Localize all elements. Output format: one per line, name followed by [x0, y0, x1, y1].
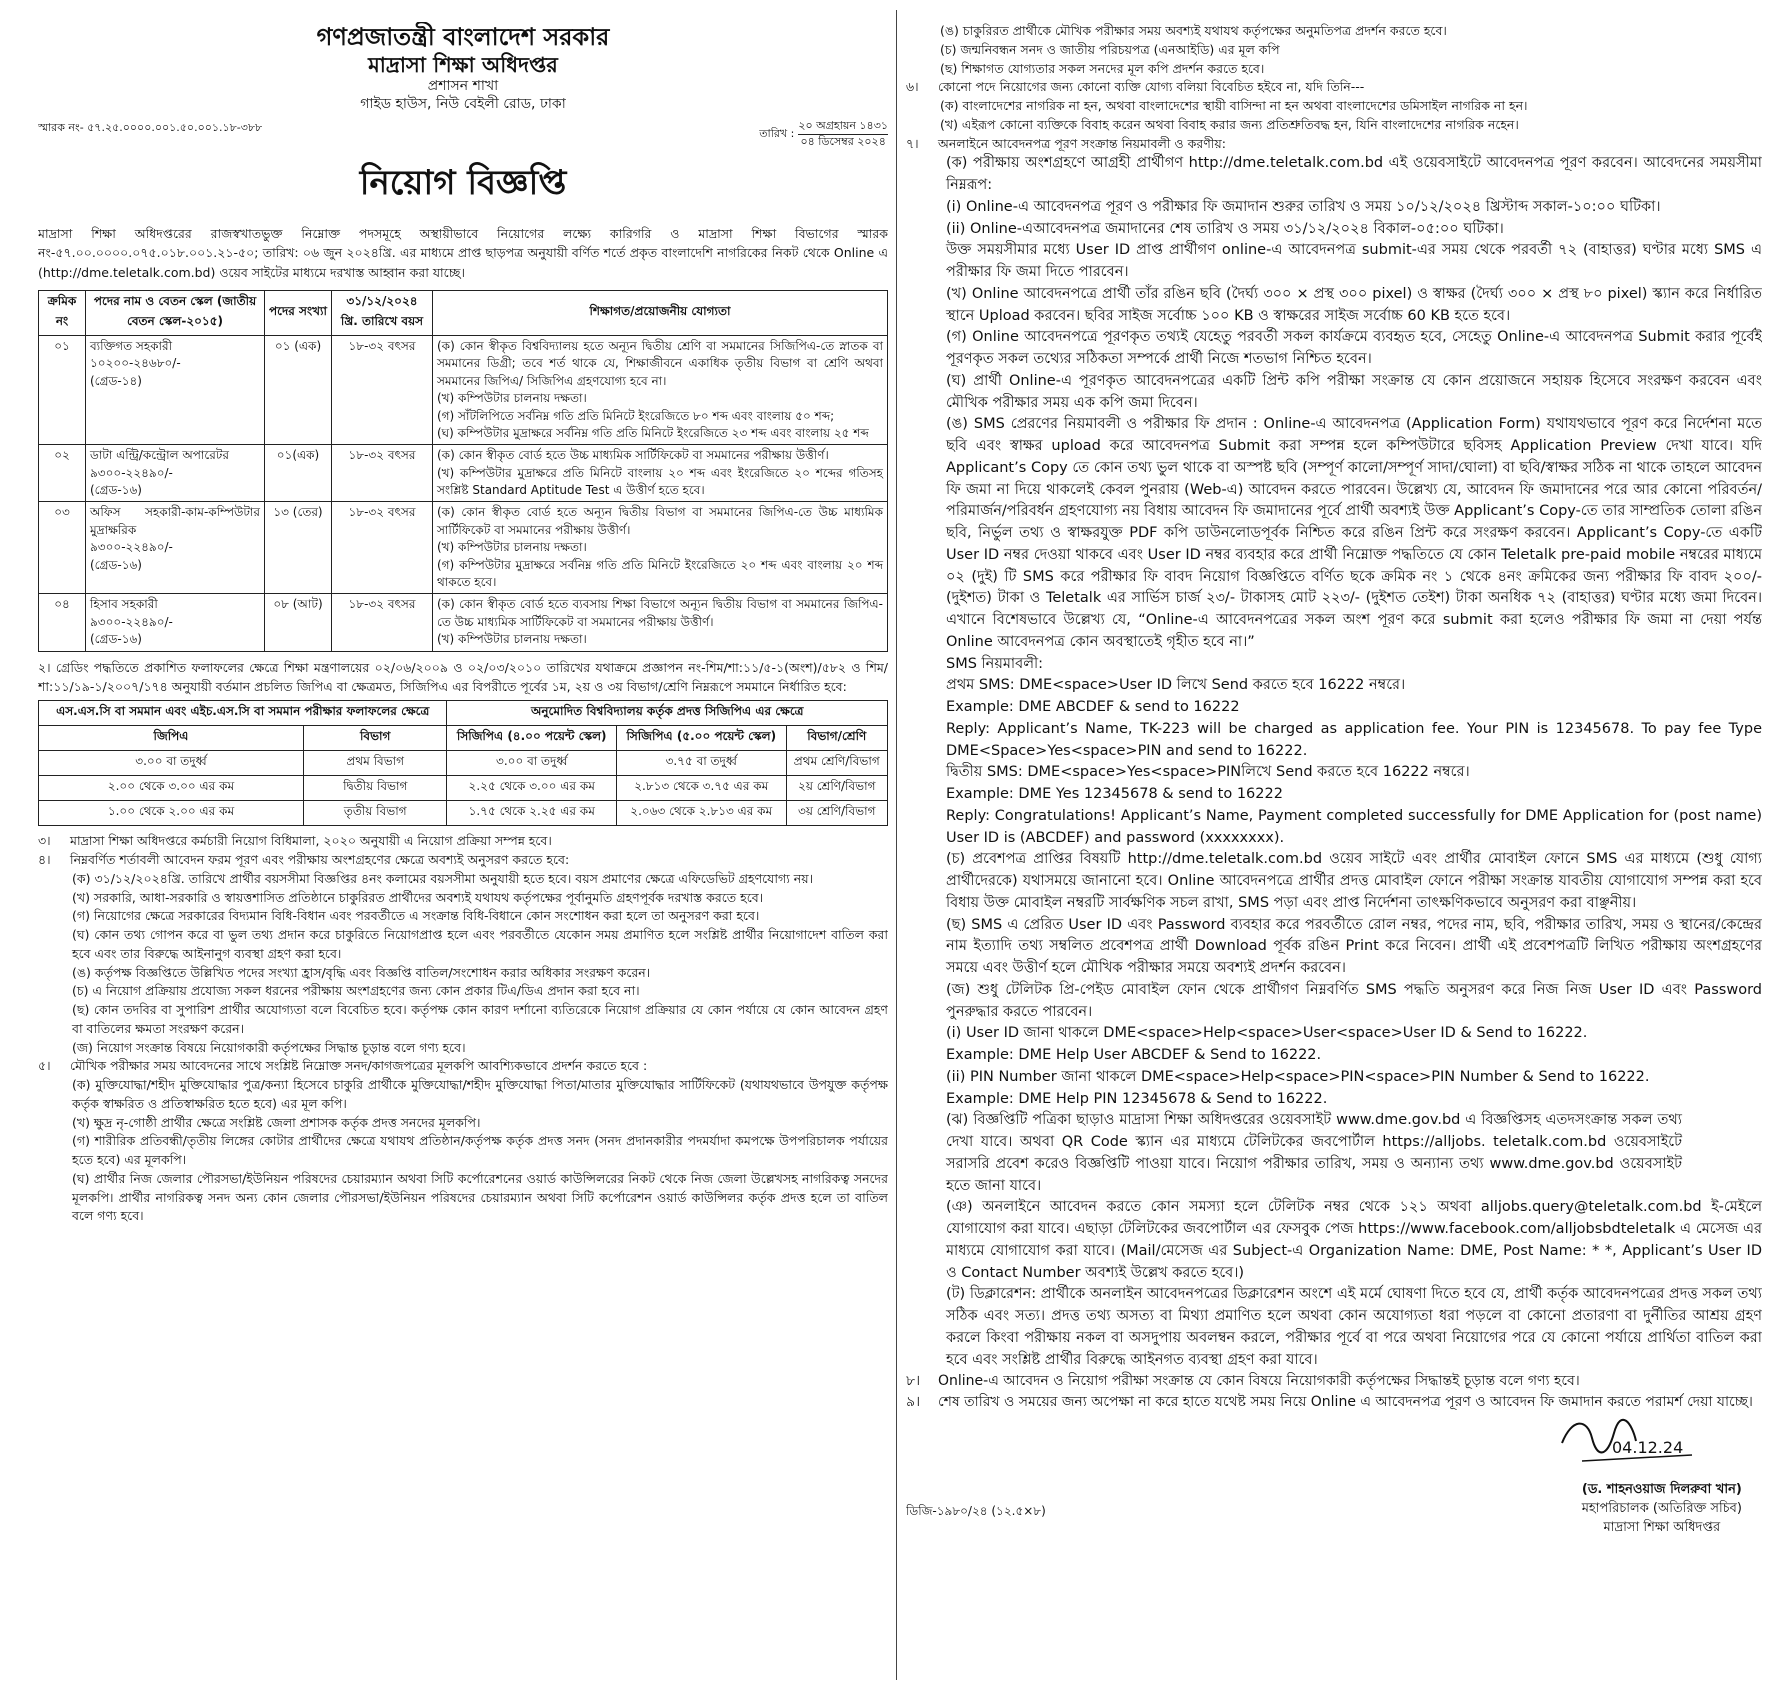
left-points	[38, 832, 888, 1226]
memo-line	[38, 119, 888, 149]
list-item: (i) Online-এ আবেদনপত্র পূরণ ও পরীক্ষার ফি জমাদান শুরুর তারিখ ও সময় ১০/১২/২০২৪ খ্রিস্টাব্দ সকাল-১০:০০ ঘটিকা।	[946, 198, 1661, 215]
point-text: Online-এ আবেদন ও নিয়োগ পরীক্ষা সংক্রান্ত যে কোন বিষয়ে নিয়োগকারী কর্তৃপক্ষের সিদ্ধান্তই চূড়ান্ত বলে গণ্য হবে।	[938, 1373, 1580, 1390]
cell-qualification	[433, 445, 888, 502]
grade-group-ssc: এস.এস.সি বা সমমান এবং এইচ.এস.সি বা সমমান পরীক্ষার ফলাফলের ক্ষেত্রে	[39, 701, 447, 726]
grade-cell: ৩.০০ বা তদুর্ধ্ব	[39, 751, 304, 776]
grade-cell: ২.০৬৩ থেকে ২.৮১৩ এর কম	[616, 801, 786, 826]
list-item: (ক) ৩১/১২/২০২৪খ্রি. তারিখে প্রার্থীর বয়সসীমা বিজ্ঞপ্তির ৪নং কলামের বয়সসীমা অনুযায়ী হতে হবে। বয়স প্রমাণের ক্ষেত্রে এফিডেভিট গ্রহণযোগ্য নয়।	[72, 870, 814, 886]
list-item: Example: DME Help PIN 12345678 & Send to 16222.	[946, 1090, 1328, 1107]
list-item: (i) User ID জানা থাকলে DME<space>Help<space>User<space>User ID & Send to 16222.	[946, 1025, 1588, 1042]
list-item: (গ) Online আবেদনপত্রে পূরণকৃত তথ্যই যেহেতু পরবর্তী সকল কার্যক্রমে ব্যবহৃত হবে, সেহেতু Online-এ আবেদনপত্র Submit করার পূর্বেই পূরণকৃত সকল তথ্যের সঠিকতা সম্পর্কে প্রার্থী নিজে শতভাগ নিশ্চিত হবেন।	[946, 329, 1762, 367]
grade-header-division: বিভাগ	[303, 726, 446, 751]
date-bangla: ২০ অগ্রহায়ন ১৪৩১	[798, 119, 888, 134]
list-item: Example: DME ABCDEF & send to 16222	[946, 699, 1240, 715]
posts-header-post: পদের নাম ও বেতন স্কেল (জাতীয় বেতন স্কেল-২০১৫)	[86, 290, 265, 335]
post-line: ৯৩০০-২২৪৯০/-	[90, 540, 173, 555]
post-line: ডাটা এন্ট্রি/কন্ট্রোল অপারেটর	[90, 448, 229, 463]
list-item: (ক) মুক্তিযোদ্ধা/শহীদ মুক্তিযোদ্ধার পুত্র/কন্যা হিসেবে চাকুরি প্রার্থীকে মুক্তিযোদ্ধা/শহীদ মুক্তিযোদ্ধা পিতা/মাতার মুক্তিযোদ্ধার সার্টিফিকেট (যথাযথভাবে উপযুক্ত কর্তৃপক্ষ কর্তৃক স্বাক্ষরিত ও প্রতিস্বাক্ষরিত হতে হবে) এর মূল কপি।	[72, 1077, 888, 1111]
signature-date: 04.12.24	[1612, 1438, 1684, 1458]
point-number: ৫।	[38, 1058, 51, 1074]
grade-cell: ৩.০০ বা তদুর্ধ্ব	[447, 751, 617, 776]
list-item: (ছ) SMS এ প্রেরিত User ID এবং Password ব্যবহার করে পরবর্তীতে রোল নম্বর, পদের নাম, ছবি, পরীক্ষার তারিখ, সময় ও স্থানের/কেন্দ্রের নাম ইত্যাদি তথ্য সম্বলিত প্রবেশপত্র প্রার্থী Download পূর্বক রঙিন Print করে নিবেন। প্রার্থী এই প্রবেশপত্রটি লিখিত পরীক্ষায় অংশগ্রহণের সময়ে এবং উত্তীর্ণ হলে মৌখিক পরীক্ষার সময়ে অবশ্যই প্রদর্শন করবেন।	[946, 916, 1762, 976]
cell-post	[86, 335, 265, 444]
point-6-list	[906, 97, 1762, 135]
grade-cell: দ্বিতীয় বিভাগ	[303, 776, 446, 801]
cell-count: ০৮ (আট)	[265, 594, 332, 651]
post-line: (গ্রেড-১৬)	[90, 557, 142, 572]
qualification-line: (ঘ) কম্পিউটার মুদ্রাক্ষরে সর্বনিম্ন গতি প্রতি মিনিটে ইংরেজিতে ২৩ শব্দ এবং বাংলায় ২৫ শব্দ	[437, 425, 869, 440]
grading-note: ২। গ্রেডিং পদ্ধতিতে প্রকাশিত ফলাফলের ক্ষেত্রে শিক্ষা মন্ত্রণালয়ের ০২/০৬/২০০৯ ও ০২/০৩/২০১০ তারিখের যথাক্রমে প্রজ্ঞাপন নং-শিম/শা:১১/৫-১(অংশ)/৫৮২ ও শিম/শা:১১/১৯-১/২০০৭/১৭৪ অনুযায়ী বর্তমান প্রচলিত জিপিএ বা ক্ষেত্রমত, সিজিপিএ এর বিপরীতে পূর্বের ১ম, ২য় ও ৩য় বিভাগ/শ্রেণি নিম্নরূপে সমমানে নির্ধারিত হবে:	[38, 659, 888, 694]
list-item: (খ) এইরূপ কোনো ব্যক্তিকে বিবাহ করেন অথবা বিবাহ করার জন্য প্রতিশ্রুতিবদ্ধ হন, যিনি বাংলাদেশের নাগরিক নহেন।	[940, 116, 1519, 132]
point-text: কোনো পদে নিয়োগের জন্য কোনো ব্যক্তি যোগ্য বলিয়া বিবেচিত হইবে না, যদি তিনি---	[938, 79, 1365, 95]
qualification-line: (গ) সাঁটলিপিতে সর্বনিম্ন গতি প্রতি মিনিটে ইংরেজিতে ৮০ শব্দ এবং বাংলায় ৫০ শব্দ;	[437, 408, 835, 423]
post-line: (গ্রেড-১৪)	[90, 373, 142, 388]
date-english: ০৪ ডিসেম্বর ২০২৪	[800, 134, 886, 148]
list-item: (ঙ) কর্তৃপক্ষ বিজ্ঞপ্তিতে উল্লিখিত পদের সংখ্যা হ্রাস/বৃদ্ধি এবং বিজ্ঞপ্তি বাতিল/সংশোধন করার অধিকার সংরক্ষণ করেন।	[72, 964, 651, 980]
list-item: (জ) শুধু টেলিটক প্রি-পেইড মোবাইল ফোন থেকে প্রার্থীগণ নিম্নবর্ণিত SMS পদ্ধতি অনুসরণ করে নিজ নিজ User ID এবং Password পুনরুদ্ধার করতে পারবেন।	[946, 981, 1762, 1020]
grade-header-cgpa4: সিজিপিএ (৪.০০ পয়েন্ট স্কেল)	[447, 726, 617, 751]
qualification-line: (খ) কম্পিউটার চালনায় দক্ষতা।	[437, 632, 587, 647]
point-text: মৌখিক পরীক্ষার সময় আবেদনের সাথে সংশ্লিষ্ট নিম্নোক্ত সনদ/কাগজপত্রের মূলকপি আবশ্যিকভাবে প্রদর্শন করতে হবে :	[70, 1058, 648, 1074]
post-line: ব্যক্তিগত সহকারী	[90, 338, 173, 353]
cell-count: ০১ (এক)	[265, 335, 332, 444]
point-number: ৭।	[906, 135, 919, 151]
table-row	[39, 801, 888, 826]
qualification-line: (খ) কম্পিউটার মুদ্রাক্ষরে প্রতি মিনিটে বাংলায় ২০ শব্দ এবং ইংরেজিতে ২০ শব্দের গতিসহ সংশ্লিষ্ট Standard Aptitude Test এ উত্তীর্ণ হতে হবে।	[437, 465, 883, 498]
grade-cell: ১.০০ থেকে ২.০০ এর কম	[39, 801, 304, 826]
table-row	[39, 751, 888, 776]
grade-cell: ২.২৫ থেকে ৩.০০ এর কম	[447, 776, 617, 801]
list-item: (চ) এ নিয়োগ প্রক্রিয়ায় প্রযোজ্য সকল ধরনের পরীক্ষায় অংশগ্রহণের জন্য কোন প্রকার টিএ/ডিএ প্রদান করা হবে না।	[72, 983, 640, 999]
list-item: Example: DME Help User ABCDEF & Send to 16222.	[946, 1047, 1322, 1063]
post-line: (গ্রেড-১৬)	[90, 483, 142, 498]
list-item: (খ) সরকারি, আধা-সরকারি ও স্বায়ত্তশাসিত প্রতিষ্ঠানে চাকুরিরত প্রার্থীদের অবশ্যই যথাযথ কর্তৃপক্ষের পূর্বানুমতি গ্রহণপূর্বক দরখাস্ত করতে হবে।	[72, 889, 764, 905]
list-item: Reply: Applicant’s Name, TK-223 will be charged as application fee. Your PIN is 12345678. To pay fee Type DME<Space>Yes<space>PIN and send to 16222.	[946, 720, 1762, 759]
list-item: Example: DME Yes 12345678 & send to 16222	[946, 786, 1283, 802]
point-text: মাদ্রাসা শিক্ষা অধিদপ্তরে কর্মচারী নিয়োগ বিধিমালা, ২০২০ অনুযায়ী এ নিয়োগ প্রক্রিয়া সম্পন্ন হবে।	[70, 833, 552, 849]
list-item: (ছ) কোন তদবির বা সুপারিশ প্রার্থীর অযোগ্যতা বলে বিবেচিত হবে। কর্তৃপক্ষ কোন কারণ দর্শানো ব্যতিরেকে নিয়োগ প্রক্রিয়ার যে কোন পর্যায়ে যে কোন আবেদন গ্রহণ বা বাতিলের ক্ষমতা সংরক্ষণ করেন।	[72, 1002, 888, 1036]
table-row	[39, 776, 888, 801]
qualification-line: (ক) কোন স্বীকৃত বোর্ড হতে অন্যূন দ্বিতীয় বিভাগ বা সমমানের জিপিএ-তে উচ্চ মাধ্যমিক সার্টিফিকেট বা সমমানের পরীক্ষায় উত্তীর্ণ।	[437, 505, 883, 537]
qualification-line: (ক) কোন স্বীকৃত বিশ্ববিদ্যালয় হতে অন্যূন দ্বিতীয় শ্রেণি বা সমমানের সিজিপিএ-তে স্নাতক বা সমমানের ডিগ্রী; তবে শর্ত থাকে যে, শিক্ষাজীবনে একাধিক তৃতীয় বিভাগ বা শ্রেণি অথবা সমমানের জিপিএ/ সিজিপিএ গ্রহণযোগ্য হবে না।	[437, 338, 883, 388]
cell-qualification	[433, 594, 888, 651]
posts-header-age: ৩১/১২/২০২৪ খ্রি. তারিখে বয়স	[332, 290, 433, 335]
grade-cell: ২.০০ থেকে ৩.০০ এর কম	[39, 776, 304, 801]
grade-cell: প্রথম বিভাগ	[303, 751, 446, 776]
point-number: ৬।	[906, 79, 919, 95]
cell-count: ১৩ (তের)	[265, 502, 332, 594]
qualification-line: (খ) কম্পিউটার চালনায় দক্ষতা।	[437, 540, 587, 555]
grade-header-cgpa5: সিজিপিএ (৫.০০ পয়েন্ট স্কেল)	[616, 726, 786, 751]
cell-age: ১৮-৩২ বৎসর	[332, 335, 433, 444]
posts-header-count: পদের সংখ্যা	[265, 290, 332, 335]
list-item: (খ) ক্ষুদ্র নৃ-গোষ্ঠী প্রার্থীর ক্ষেত্রে সংশ্লিষ্ট জেলা প্রশাসক কর্তৃক প্রদত্ত সনদের মূলকপি।	[72, 1114, 481, 1130]
list-item: প্রথম SMS: DME<space>User ID লিখে Send করতে হবে 16222 নম্বরে।	[946, 677, 1406, 694]
grade-cell: ৩য় শ্রেণি/বিভাগ	[786, 801, 887, 826]
signatory	[1582, 1481, 1742, 1538]
post-line: হিসাব সহকারী	[90, 597, 158, 612]
point-6	[906, 78, 1762, 97]
list-item: (গ) শারীরিক প্রতিবন্ধী/তৃতীয় লিঙ্গের কোটার প্রার্থীদের ক্ষেত্রে যথাযথ প্রতিষ্ঠান/কর্তৃপক্ষ কর্তৃক প্রদত্ত সনদ (সনদ প্রদানকারীর পদমর্যাদা কমপক্ষে উপপরিচালক পর্যায়ের হতে হবে) এর মূলকপি।	[72, 1133, 888, 1168]
point-3	[38, 832, 888, 851]
grade-cell: ২.৮১৩ থেকে ৩.৭৫ এর কম	[616, 776, 786, 801]
letterhead	[38, 22, 888, 113]
point-4	[38, 851, 888, 870]
list-item: (চ) জন্মনিবন্ধন সনদ ও জাতীয় পরিচয়পত্র (এনআইডি) এর মূল কপি	[940, 41, 1280, 57]
date-label: তারিখ :	[759, 126, 795, 140]
cell-sl: ০৩	[39, 502, 86, 594]
list-item: (ট) ডিক্লারেশন: প্রার্থীকে অনলাইন আবেদনপত্রের ডিক্লারেশন অংশে এই মর্মে ঘোষণা দিতে হবে যে, প্রার্থী কর্তৃক আবেদনপত্রের প্রদত্ত সকল তথ্য সঠিক এবং সত্য। প্রদত্ত তথ্য অসত্য বা মিথ্যা প্রমাণিত হলে অথবা কোন অযোগ্যতা ধরা পড়লে বা কোনো প্রতারণা বা দুর্নীতির আশ্রয় গ্রহণ করলে কিংবা পরীক্ষায় নকল বা অসদুপায় অবলম্বন করলে, পরীক্ষার পূর্বে বা পরে অথবা নিয়োগের পরে যে কোনো পর্যায়ে প্রার্থিতা বাতিল করা হবে এবং সংশ্লিষ্ট প্রার্থীর বিরুদ্ধে আইনগত ব্যবস্থা গ্রহণ করা যাবে।	[946, 1286, 1762, 1368]
print-code: ডিজি-১৯৮০/২৪ (১২.৫×৮)	[906, 1504, 1046, 1519]
cell-sl: ০১	[39, 335, 86, 444]
list-item: (ঞ) অনলাইনে আবেদন করতে কোন সমস্যা হলে টেলিটক নম্বর থেকে ১২১ অথবা alljobs.query@teletalk.com.bd ই-মেইলে যোগাযোগ করা যাবে। এছাড়া টেলিটকের জবপোর্টাল এর ফেসবুক পেজ https://www.facebook.com/alljobsbdteletalk এ মেসেজ এর মাধ্যমে যোগাযোগ করা যাবে। (Mail/মেসেজ এর Subject-এ Organization Name: DME, Post Name: * *, Applicant’s User ID ও Contact Number অবশ্যই উল্লেখ করতে হবে।)	[946, 1199, 1762, 1281]
cell-qualification	[433, 335, 888, 444]
qualification-line: (ক) কোন স্বীকৃত বোর্ড হতে উচ্চ মাধ্যমিক সার্টিফিকেট বা সমমানের পরীক্ষায় উত্তীর্ণ।	[437, 448, 829, 463]
signatory-designation: মহাপরিচালক (অতিরিক্ত সচিব)	[1581, 1501, 1742, 1517]
signature-image	[1552, 1413, 1702, 1473]
office-address: গাইড হাউস, নিউ বেইলী রোড, ঢাকা	[360, 95, 566, 112]
point-8	[906, 1371, 1762, 1392]
list-item: (ক) বাংলাদেশের নাগরিক না হন, অথবা বাংলাদেশের স্থায়ী বাসিন্দা না হন অথবা বাংলাদেশের ডমিসাইল নাগরিক না হন।	[940, 98, 1528, 113]
post-line: অফিস সহকারী-কাম-কম্পিউটার মুদ্রাক্ষরিক	[90, 505, 260, 537]
point-5-list	[38, 1076, 888, 1226]
point-7-list	[906, 153, 1762, 1371]
point-9	[906, 1392, 1762, 1413]
right-column	[906, 22, 1762, 1672]
post-line: ৯৩০০-২২৪৯০/-	[90, 465, 173, 480]
grade-cell: ৩.৭৫ বা তদুর্ধ্ব	[616, 751, 786, 776]
list-item: (ক) পরীক্ষায় অংশগ্রহণে আগ্রহী প্রার্থীগণ http://dme.teletalk.com.bd এই ওয়েবসাইটে আবেদনপত্র পূরণ করবেন। আবেদনের সময়সীমা নিম্নরূপ:	[946, 155, 1762, 193]
grade-cell: ২য় শ্রেণি/বিভাগ	[786, 776, 887, 801]
list-item: দ্বিতীয় SMS: DME<space>Yes<space>PINলিখে Send করতে হবে 16222 নম্বরে।	[946, 764, 1470, 781]
grade-cell: প্রথম শ্রেণি/বিভাগ	[786, 751, 887, 776]
list-item: (ঙ) চাকুরিরত প্রার্থীকে মৌখিক পরীক্ষার সময় অবশ্যই যথাযথ কর্তৃপক্ষের অনুমতিপত্র প্রদর্শন করতে হবে।	[940, 23, 1447, 38]
grade-group-cgpa: অনুমোদিত বিশ্ববিদ্যালয় কর্তৃক প্রদত্ত সিজিপিএ এর ক্ষেত্রে	[447, 701, 888, 726]
signatory-name: (ড. শাহনওয়াজ দিলরুবা খান)	[1581, 1482, 1742, 1498]
list-item: (ঝ) বিজ্ঞপ্তিটি পত্রিকা ছাড়াও মাদ্রাসা শিক্ষা অধিদপ্তরের ওয়েবসাইট www.dme.gov.bd এ বিজ্ঞপ্তিসহ এতদসংক্রান্ত সকল তথ্য দেখা যাবে। অথবা QR Code স্ক্যান এর মাধ্যমে টেলিটকের জবপোর্টাল https://alljobs. teletalk.com.bd ওয়েবসাইটে সরাসরি প্রবেশ করেও বিজ্ঞপ্তিটি পাওয়া যাবে। নিয়োগ পরীক্ষার তারিখ, সময় ও অন্যান্য তথ্য www.dme.gov.bd ওয়েবসাইট হতে জানা যাবে।	[946, 1112, 1682, 1194]
cell-age: ১৮-৩২ বৎসর	[332, 594, 433, 651]
cell-count: ০১(এক)	[265, 445, 332, 502]
cell-age: ১৮-৩২ বৎসর	[332, 502, 433, 594]
qualification-line: (গ) কম্পিউটার মুদ্রাক্ষরে সর্বনিম্ন গতি প্রতি মিনিটে ইংরেজিতে ২০ শব্দ এবং বাংলায় ২০ শব্দ থাকতে হবে।	[437, 557, 883, 590]
post-line: ৯৩০০-২২৪৯০/-	[90, 614, 173, 629]
branch-name: প্রশাসন শাখা	[427, 78, 499, 95]
posts-header-qualification: শিক্ষাগত/প্রয়োজনীয় যোগ্যতা	[433, 290, 888, 335]
point-text: অনলাইনে আবেদনপত্র পূরণ সংক্রান্ত নিয়মাবলী ও করণীয়:	[938, 135, 1226, 151]
column-divider	[896, 10, 897, 1680]
list-item: (চ) প্রবেশপত্র প্রাপ্তির বিষয়টি http://dme.teletalk.com.bd ওয়েব সাইটে এবং প্রার্থীর মোবাইল ফোনে SMS এর মাধ্যমে (শুধু যোগ্য প্রার্থীদেরকে) যথাসময়ে জানানো হবে। Online আবেদনপত্রে প্রার্থীর প্রদত্ত মোবাইল ফোনে পরীক্ষা সংক্রান্ত যাবতীয় যোগাযোগ সম্পন্ন করা হবে বিধায় উক্ত মোবাইল নম্বরটি সার্বক্ষণিক সচল রাখা, SMS পড়া এবং প্রাপ্ত নির্দেশনা তাৎক্ষণিকভাবে অনুসরণ করা বাঞ্ছনীয়।	[946, 851, 1762, 911]
left-column	[38, 22, 888, 1672]
signature-block	[906, 1413, 1762, 1535]
list-item: Reply: Congratulations! Applicant’s Name, Payment completed successfully for DME Application for (post name) User ID is (ABCDEF) and password (xxxxxxxx).	[946, 807, 1762, 846]
table-row	[39, 502, 888, 594]
list-item: (ii) Online-এআবেদনপত্র জমাদানের শেষ তারিখ ও সময় ৩১/১২/২০২৪ বিকাল-০৫:০০ ঘটিকা।	[946, 220, 1504, 237]
memo-number: স্মারক নং- ৫৭.২৫.০০০০.০০১.৫০.০০১.১৮-৩৮৮	[38, 121, 263, 135]
signatory-office: মাদ্রাসা শিক্ষা অধিদপ্তর	[1603, 1519, 1721, 1535]
list-item: (ঘ) প্রার্থী Online-এ পূরণকৃত আবেদনপত্রের একটি প্রিন্ট কপি পরীক্ষা সংক্রান্ত যে কোন প্রয়োজনে সহায়ক হিসেবে সংরক্ষণ করবেন এবং মৌখিক পরীক্ষার সময় এক কপি জমা দিবেন।	[946, 372, 1762, 411]
table-row	[39, 335, 888, 444]
cell-sl: ০২	[39, 445, 86, 502]
point-number: ৯।	[906, 1394, 921, 1411]
point-number: ৪।	[38, 852, 51, 868]
list-item: SMS নিয়মাবলী:	[946, 655, 1044, 672]
table-row	[39, 594, 888, 651]
list-item: (ঘ) প্রার্থীর নিজ জেলার পৌরসভা/ইউনিয়ন পরিষদের চেয়ারম্যান অথবা সিটি কর্পোরেশনের ওয়ার্ড কাউন্সিলরের নিকট থেকে নিজ জেলা উল্লেখসহ নাগরিকত্ব সনদের মূলকপি। প্রার্থীর নাগরিকত্ব সনদ অন্য কোন জেলার পৌরসভা/ইউনিয়ন পরিষদের চেয়ারম্যান অথবা সিটি কর্পোরেশন ওয়ার্ড কাউন্সিলর কর্তৃক প্রদত্ত হলে তা বাতিল বলে গণ্য হবে।	[72, 1170, 888, 1224]
point-4-list	[38, 870, 888, 1058]
grade-cell: তৃতীয় বিভাগ	[303, 801, 446, 826]
list-item: উক্ত সময়সীমার মধ্যে User ID প্রাপ্ত প্রার্থীগণ online-এ আবেদনপত্র submit-এর সময় থেকে পরবর্তী ৭২ (বাহাত্তর) ঘণ্টার মধ্যে SMS এ পরীক্ষার ফি জমা দিতে পারবেন।	[946, 242, 1762, 280]
grade-header-gpa: জিপিএ	[39, 726, 304, 751]
table-row	[39, 445, 888, 502]
cell-age: ১৮-৩২ বৎসর	[332, 445, 433, 502]
point-number: ৩।	[38, 833, 51, 849]
list-item: (খ) Online আবেদনপত্রে প্রার্থী তাঁর রঙিন ছবি (দৈর্ঘ্য ৩০০ × প্রস্থ ৩০০ pixel) ও স্বাক্ষর (দৈর্ঘ্য ৩০০ × প্রস্থ ৮০ pixel) স্ক্যান করে নির্ধারিত স্থানে Upload করবেন। ছবির সাইজ সর্বোচ্চ ১০০ KB ও স্বাক্ষরের সাইজ সর্বোচ্চ 60 KB হতে হবে।	[946, 285, 1762, 324]
grade-cell: ১.৭৫ থেকে ২.২৫ এর কম	[447, 801, 617, 826]
list-item: (জ) নিয়োগ সংক্রান্ত বিষয়ে নিয়োগকারী কর্তৃপক্ষের সিদ্ধান্ত চূড়ান্ত বলে গণ্য হবে।	[72, 1039, 466, 1055]
cell-sl: ০৪	[39, 594, 86, 651]
intro-paragraph: মাদ্রাসা শিক্ষা অধিদপ্তরের রাজস্বখাতভুক্ত নিম্নোক্ত পদসমূহে অস্থায়ীভাবে নিয়োগের লক্ষ্যে কারিগরি ও মাদ্রাসা শিক্ষা বিভাগের স্মারক নং-৫৭.০০.০০০০.০৭৫.০১৮.০০১.২১-৫০; তারিখ: ০৬ জুন ২০২৪খ্রি. এর মাধ্যমে প্রাপ্ত ছাড়পত্র অনুযায়ী বর্ণিত শর্তে প্রকৃত বাংলাদেশি নাগরিকের নিকট থেকে Online এ (http://dme.teletalk.com.bd) ওয়েব সাইটের মাধ্যমে দরখাস্ত আহ্বান করা যাচ্ছে।	[38, 225, 888, 280]
notice-title: নিয়োগ বিজ্ঞপ্তি	[359, 162, 567, 203]
list-item: (ছ) শিক্ষাগত যোগ্যতার সকল সনদের মূল কপি প্রদর্শন করতে হবে।	[940, 60, 1265, 76]
cell-qualification	[433, 502, 888, 594]
qualification-line: (ক) কোন স্বীকৃত বোর্ড হতে ব্যবসায় শিক্ষা বিভাগে অন্যূন দ্বিতীয় বিভাগ বা সমমানের জিপিএ-তে উচ্চ মাধ্যমিক সার্টিফিকেট বা সমমানের পরীক্ষায় উত্তীর্ণ।	[437, 597, 883, 629]
post-line: (গ্রেড-১৬)	[90, 632, 142, 647]
point-text: শেষ তারিখ ও সময়ের জন্য অপেক্ষা না করে হাতে যথেষ্ট সময় নিয়ে Online এ আবেদনপত্র পূরণ ও আবেদন ফি জমাদান করতে পরামর্শ দেয়া যাচ্ছে।	[938, 1394, 1753, 1411]
cell-post	[86, 502, 265, 594]
list-item: (ঙ) SMS প্রেরণের নিয়মাবলী ও পরীক্ষার ফি প্রদান : Online-এ আবেদনপত্র (Application Form) যথাযথভাবে পূরণ করে নির্দেশনা মতে ছবি এবং স্বাক্ষর upload করে আবেদনপত্র Submit করা সম্পন্ন হলে কম্পিউটারে ছবিসহ Application Preview দেখা যাবে। যদি Applicant’s Copy তে কোন তথ্য ভুল থাকে বা অস্পষ্ট ছবি (সম্পূর্ণ কালো/সম্পূর্ণ সাদা/ঘোলা) বা ছবি/স্বাক্ষর সঠিক না থাকে তাহলে আবেদন ফি জমা না দিয়ে থাকলেই কেবল পুনরায় (Web-এ) আবেদন করতে পারবেন। উল্লেখ্য যে, আবেদন ফি জমাদানের পরে আর কোনো পরিবর্তন/পরিমার্জন/পরিবর্ধন গ্রহণযোগ্য নয় বিধায় আবেদন ফি জমাদানের পূর্বে প্রার্থী অবশ্যই উক্ত Applicant’s Copy-তে তার সাম্প্রতিক তোলা রঙিন ছবি, নির্ভুল তথ্য ও স্বাক্ষরযুক্ত PDF কপি ডাউনলোডপূর্বক নিশ্চিত করে রঙিন প্রিন্ট করে সংরক্ষণ করবেন। Applicant’s Copy-তে একটি User ID নম্বর দেওয়া থাকবে এবং User ID নম্বর ব্যবহার করে প্রার্থী নিম্নোক্ত পদ্ধতিতে যে কোন Teletalk pre-paid mobile নম্বরের মাধ্যমে ০২ (দুই) টি SMS করে পরীক্ষার ফি বাবদ নিয়োগ বিজ্ঞপ্তিতে বর্ণিত ছকে ক্রমিক নং ১ থেকে ৪নং ক্রমিকের জন্য পরীক্ষার ফি বাবদ ২০০/- (দুইশত) টাকা ও Teletalk এর সার্ভিস চার্জ ২৩/- টাকাসহ মোট ২২৩/- (দুইশত তেইশ) টাকা অনধিক ৭২ (বাহাত্তর) ঘণ্টার মধ্যে জমা দিবেন। এখানে বিশেষভাবে উল্লেখ্য যে, “Online-এ আবেদনপত্রের সকল অংশ পূরণ করে submit করা হলেও পরীক্ষার ফি জমা না দেয়া পর্যন্ত Online আবেদনপত্র কোন অবস্থাতেই গৃহীত হবে না।”	[946, 416, 1762, 650]
cell-post	[86, 445, 265, 502]
point-number: ৮।	[906, 1373, 921, 1390]
list-item: (ঘ) কোন তথ্য গোপন করে বা ভুল তথ্য প্রদান করে চাকুরিতে নিয়োগপ্রাপ্ত হলে এবং পরবর্তীতে যেকোন সময় প্রমাণিত হলে সংশ্লিষ্ট প্রার্থীর নিয়োগাদেশ বাতিল করা হবে এবং তার বিরুদ্ধে আইনানুগ ব্যবস্থা গ্রহণ করা হবে।	[72, 927, 888, 961]
point-5	[38, 1057, 888, 1076]
list-item: (ii) PIN Number জানা থাকলে DME<space>Help<space>PIN<space>PIN Number & Send to 16222.	[946, 1068, 1650, 1085]
post-line: ১০২০০-২৪৬৮০/-	[90, 356, 181, 371]
memo-date	[759, 119, 888, 149]
posts-header-sl: ক্রমিক নং	[39, 290, 86, 335]
grade-table	[38, 700, 888, 826]
point-5-continued	[906, 22, 1762, 78]
cell-post	[86, 594, 265, 651]
posts-table	[38, 290, 888, 652]
govt-name: গণপ্রজাতন্ত্রী বাংলাদেশ সরকার	[316, 23, 610, 51]
point-7	[906, 135, 1762, 154]
directorate-name: মাদ্রাসা শিক্ষা অধিদপ্তর	[368, 53, 558, 77]
qualification-line: (খ) কম্পিউটার চালনায় দক্ষতা।	[437, 391, 587, 406]
point-text: নিম্নবর্ণিত শর্তাবলী আবেদন ফরম পূরণ এবং পরীক্ষায় অংশগ্রহণের ক্ষেত্রে অবশ্যই অনুসরণ করতে হবে:	[70, 852, 570, 868]
grade-header-class: বিভাগ/শ্রেণি	[786, 726, 887, 751]
list-item: (গ) নিয়োগের ক্ষেত্রে সরকারের বিদ্যমান বিধি-বিধান এবং পরবর্তীতে এ সংক্রান্ত বিধি-বিধানে কোন সংশোধন করা হলে তা অনুসরণ করা হবে।	[72, 908, 760, 924]
